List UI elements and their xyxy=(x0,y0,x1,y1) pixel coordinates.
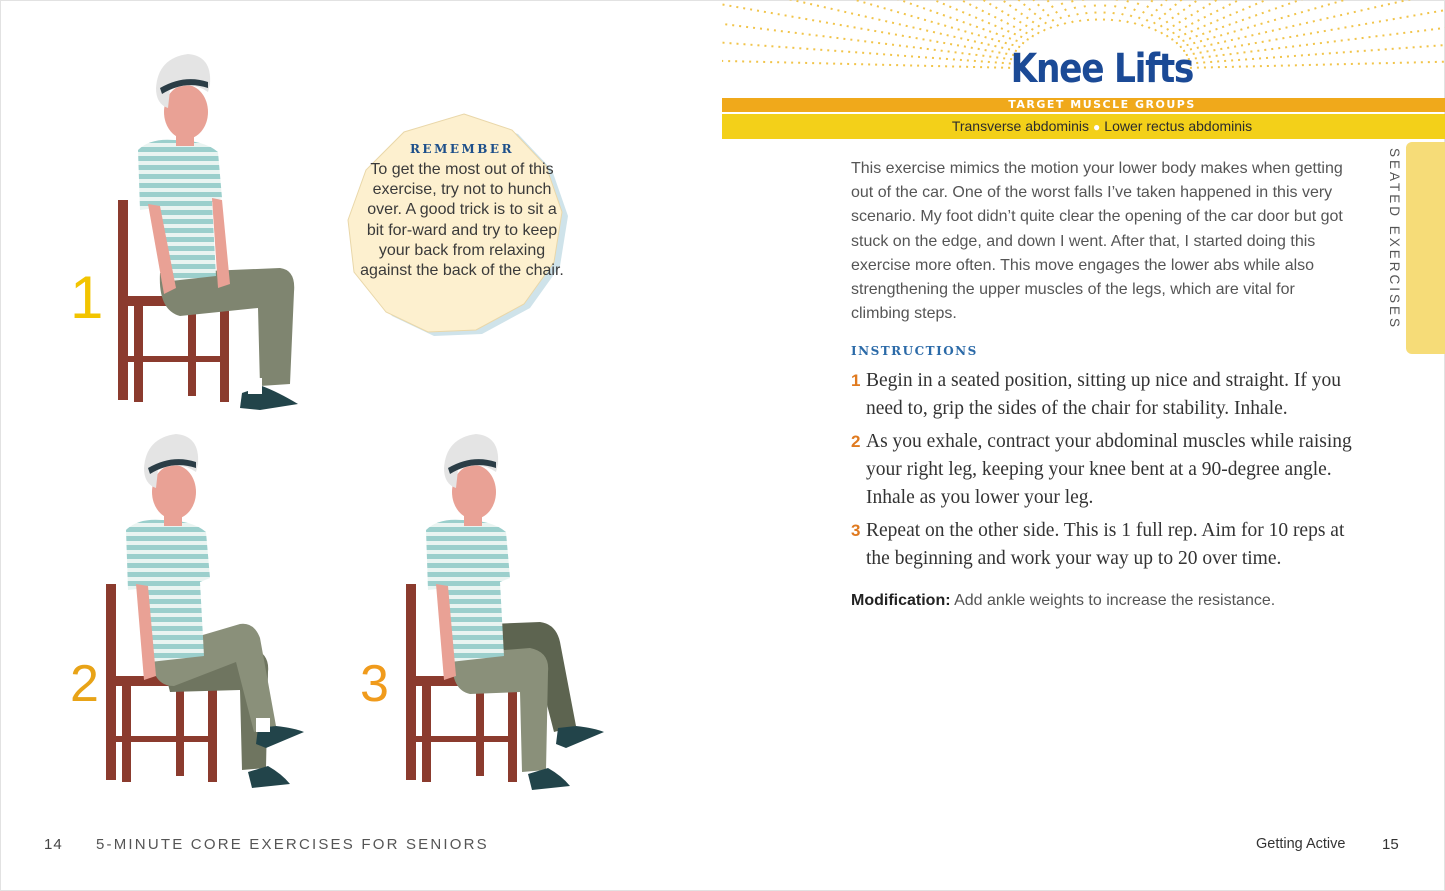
figure-step-3 xyxy=(390,428,620,798)
sunburst-ray xyxy=(1119,0,1190,22)
modification-text: Add ankle weights to increase the resistance. xyxy=(954,592,1276,609)
section-tab xyxy=(1406,142,1445,354)
step-number: 3 xyxy=(851,521,861,540)
step-label-1: 1 xyxy=(70,264,104,331)
instruction-step xyxy=(851,367,1361,423)
bullet-icon: ● xyxy=(1093,120,1101,134)
sunburst-ray xyxy=(816,0,1039,34)
sunburst-ray xyxy=(1127,0,1226,23)
intro-paragraph: This exercise mimics the motion your lower body makes when getting out of the car. One of the worst falls I’ve taken happened in this very scenario. My foot didn’t quite clear the opening of the car door but got stuck on the edge, and down I went. After that, I started doing this exercise more often. This move engages the lower abs while also strengthening the upper muscles of the legs, which are vital for climbing steps. xyxy=(851,160,1343,323)
running-section-title: Getting Active xyxy=(1256,836,1346,852)
sunburst-ray xyxy=(1166,0,1409,37)
instructions-heading: INSTRUCTIONS xyxy=(851,344,978,358)
remember-text: To get the most out of this exercise, try not to hunch over. A good trick is to sit a bit for-ward and try to keep your back from relaxing against the back of the chair. xyxy=(360,161,564,280)
remember-title: REMEMBER xyxy=(409,142,515,156)
sunburst-ray xyxy=(906,0,1058,26)
sunburst-ray xyxy=(1161,0,1384,34)
figure-step-1 xyxy=(100,48,310,418)
running-book-title: 5-MINUTE CORE EXERCISES FOR SENIORS xyxy=(96,836,489,853)
step-label-3: 3 xyxy=(360,655,389,713)
step-text: Repeat on the other side. This is 1 full rep. Aim for 10 reps at the beginning and work your way up to 20 over time. xyxy=(866,520,1345,569)
sunburst-ray xyxy=(1104,0,1118,21)
section-tab-label: SEATED EXERCISES xyxy=(1387,148,1402,331)
modification-note xyxy=(851,592,1275,610)
muscle-item: Transverse abdominis xyxy=(951,118,1090,134)
instruction-step xyxy=(851,428,1361,512)
step-label-2: 2 xyxy=(70,655,99,713)
sunburst-ray xyxy=(1176,0,1445,43)
sunburst-ray xyxy=(1142,0,1294,26)
step-text: Begin in a seated position, sitting up nice and straight. If you need to, grip the sides of the chair for stability. Inhale. xyxy=(866,370,1341,419)
figure-step-2 xyxy=(90,428,320,798)
step-number: 1 xyxy=(851,371,861,390)
exercise-title: Knee Lifts xyxy=(1010,46,1194,92)
muscle-item: Lower rectus abdominis xyxy=(1104,118,1253,134)
step-number: 2 xyxy=(851,432,861,451)
target-muscle-groups-label: TARGET MUSCLE GROUPS xyxy=(1008,98,1196,111)
modification-label: Modification: xyxy=(851,592,951,609)
sunburst-ray xyxy=(722,0,1017,51)
sunburst-ray xyxy=(974,0,1073,23)
remember-callout xyxy=(346,112,578,344)
instruction-steps xyxy=(851,367,1361,578)
sunburst-ray xyxy=(1180,0,1445,47)
sunburst-ray xyxy=(746,0,1024,43)
page-number-left: 14 xyxy=(44,836,63,853)
sunburst-ray xyxy=(790,0,1033,37)
sunburst-ray xyxy=(1112,0,1155,21)
instruction-step xyxy=(851,517,1361,573)
sunburst-ray xyxy=(1082,0,1096,21)
page-number-right: 15 xyxy=(1382,836,1399,853)
sunburst-ray xyxy=(1009,0,1080,22)
sunburst-ray xyxy=(1045,0,1088,21)
step-text: As you exhale, contract your abdominal muscles while raising your right leg, keeping your knee bent at a 90-degree angle. Inhale as you lower your leg. xyxy=(866,431,1352,508)
muscle-list xyxy=(722,114,1445,140)
